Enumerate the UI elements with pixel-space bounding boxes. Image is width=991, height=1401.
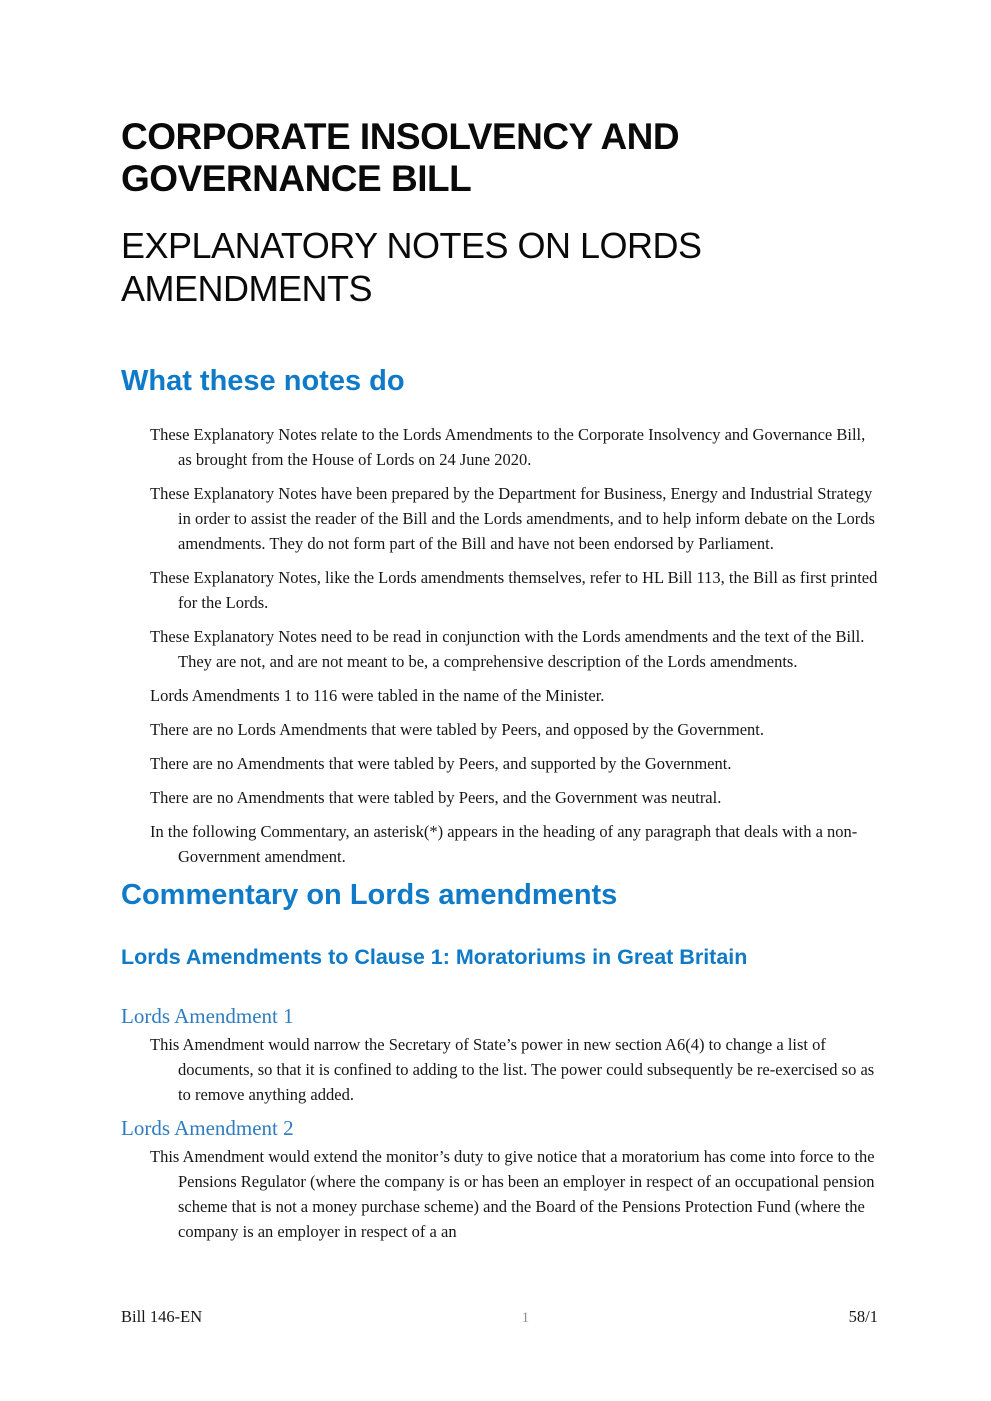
notes-paragraph-9: In the following Commentary, an asterisk(*) appears in the heading of any paragraph that deals with a non-Government amendment. bbox=[150, 822, 858, 866]
amendment-text-1: This Amendment would narrow the Secretary of State’s power in new section A6(4) to change a list of documents, so that it is confined to adding to the list. The power could subsequently be re-exercised so as to remove anything added. bbox=[150, 1035, 875, 1104]
notes-paragraph-6: There are no Lords Amendments that were tabled by Peers, and opposed by the Government. bbox=[150, 720, 764, 739]
amendment-heading-2: Lords Amendment 2 bbox=[121, 1116, 294, 1140]
document-title bbox=[121, 116, 878, 200]
document-subtitle-line-1: EXPLANATORY NOTES ON LORDS bbox=[121, 225, 702, 266]
notes-paragraph-7: There are no Amendments that were tabled by Peers, and supported by the Government. bbox=[150, 754, 732, 773]
bill-number: Bill 146-EN bbox=[121, 1307, 203, 1326]
clause-heading-moratoriums: Lords Amendments to Clause 1: Moratoriums in Great Britain bbox=[121, 945, 748, 969]
section-what-these-notes-do bbox=[121, 364, 878, 869]
document-subtitle-line-2: AMENDMENTS bbox=[121, 268, 373, 309]
notes-paragraph-8: There are no Amendments that were tabled by Peers, and the Government was neutral. bbox=[150, 788, 722, 807]
amendment-block-1 bbox=[121, 1004, 878, 1107]
section-commentary bbox=[121, 878, 878, 1244]
document-title-line-1: CORPORATE INSOLVENCY AND bbox=[121, 116, 680, 157]
notes-paragraph-5: Lords Amendments 1 to 116 were tabled in the name of the Minister. bbox=[150, 686, 605, 705]
amendment-block-2 bbox=[121, 1116, 878, 1244]
document-title-line-2: GOVERNANCE BILL bbox=[121, 158, 472, 199]
section-heading-commentary: Commentary on Lords amendments bbox=[121, 879, 618, 911]
amendment-text-2: This Amendment would extend the monitor’s duty to give notice that a moratorium has come into force to the Pensions Regulator (where the company is or has been an employer in respect of an occupational pension scheme that is not a money purchase scheme) and the Board of the Pensions Protection Fund (where the company is an employer in respect of a an bbox=[150, 1147, 875, 1241]
notes-paragraph-2: These Explanatory Notes have been prepared by the Department for Business, Energy and Industrial Strategy in order to assist the reader of the Bill and the Lords amendments, and to help inform debate on the Lords amendments. They do not form part of the Bill and have not been endorsed by Parliament. bbox=[150, 484, 875, 553]
section-heading-what-these-notes-do: What these notes do bbox=[121, 365, 405, 397]
page-footer bbox=[121, 1307, 878, 1327]
document-subtitle bbox=[121, 224, 878, 310]
page-number: 1 bbox=[521, 1310, 530, 1326]
notes-paragraph-4: These Explanatory Notes need to be read in conjunction with the Lords amendments and the text of the Bill. They are not, and are not meant to be, a comprehensive description of the Lords amendments. bbox=[150, 627, 865, 671]
document-header bbox=[121, 116, 878, 310]
print-number: 58/1 bbox=[848, 1307, 878, 1326]
amendment-heading-1: Lords Amendment 1 bbox=[121, 1004, 294, 1028]
notes-paragraph-3: These Explanatory Notes, like the Lords amendments themselves, refer to HL Bill 113, the Bill as first printed for the Lords. bbox=[150, 568, 878, 612]
notes-paragraph-1: These Explanatory Notes relate to the Lords Amendments to the Corporate Insolvency and Governance Bill, as brought from the House of Lords on 24 June 2020. bbox=[150, 425, 866, 469]
